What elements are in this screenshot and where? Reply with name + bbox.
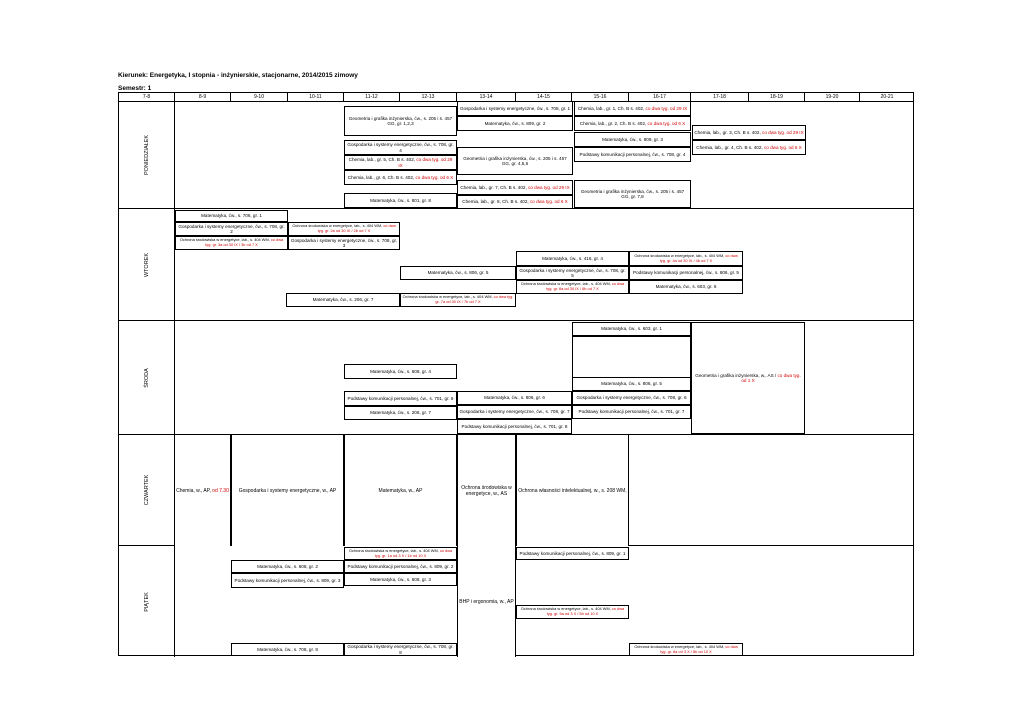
hour-14-15: 14-15 <box>516 93 572 101</box>
event-card[interactable]: Geometria i grafika inżynierska, ćw., s. 205 i s. 457 GG, gr. 7,8 <box>574 180 691 208</box>
event-card[interactable]: Matematyka, ćw., s. 608, gr. 3 <box>344 573 457 586</box>
event-card[interactable]: Chemia, lab., gr. 3, Ch. B s. 402, co dwa tyg. od 29 IX <box>692 125 806 140</box>
event-card[interactable]: Gospodarka i systemy energetyczne, ćw., s. 708, gr. 8 <box>344 643 457 656</box>
event-card[interactable]: Gospodarka i systemy energetyczne, ćw., s. 708, gr. 4 <box>344 140 457 155</box>
event-card[interactable] <box>572 336 691 377</box>
event-card[interactable]: Gospodarka i systemy energetyczne, ćw., s. 708, gr. 5 <box>516 266 629 280</box>
event-card[interactable]: Ochrona środowiska w energetyce, lab., s. 404 WM, co dwa tyg. gr. 7a od 30 IX / 7b od 7 X <box>400 293 516 307</box>
event-card[interactable]: Matematyka, ćw., s. 809, gr. 2 <box>457 116 573 131</box>
event-card[interactable]: Matematyka, ćw., s. 603, gr. 6 <box>629 280 743 294</box>
event-card[interactable]: Ochrona środowiska w energetyce, lab., s. 404 WM, co dwa tyg. gr. 6a od 30 IX / 6b od 7 X <box>516 280 629 294</box>
hour-7-8: 7-8 <box>119 93 175 101</box>
day-label-tuesday: WTOREK <box>119 209 175 320</box>
day-row-thursday <box>119 435 913 546</box>
event-card[interactable]: Ochrona środowiska w energetyce, w., AS <box>457 435 516 546</box>
event-card[interactable]: Chemia, lab., gr. 8, Ch. B s. 402, co dwa tyg. od 6 X <box>457 195 573 209</box>
event-card[interactable]: Chemia, lab., gr. 5, Ch. B s. 402, co dwa tyg. od 29 IX <box>344 155 457 170</box>
event-card[interactable]: Podstawy komunikacji personalnej, ćw., s. 806, gr. 5 <box>629 266 743 280</box>
event-card[interactable]: Ochrona środowiska w energetyce, lab., s. 404 WM, co dwa tyg. gr. 4a od 30 IX / 4b od 7 X <box>629 251 743 266</box>
event-card[interactable]: Geometria i grafika inżynierska, ćw., s. 205 i s. 457 GG, gr. 4,5,6 <box>457 147 573 175</box>
event-card[interactable]: Chemia, lab., gr. 7, Ch. B s. 402, co dwa tyg. od 29 IX <box>457 180 573 195</box>
day-label-thursday: CZWARTEK <box>119 435 175 545</box>
event-card[interactable]: Ochrona środowiska w energetyce, lab., s. 404 WM, co dwa tyg. gr. 1a od 3 X / 1b od 10 X <box>344 547 457 560</box>
event-card[interactable]: Geometria i grafika inżynierska, w., AS / co dwa tyg. od 1 X <box>691 322 805 434</box>
event-card[interactable]: Matematyka, ćw., s. 809, gr. 3 <box>574 132 691 147</box>
event-card[interactable]: Chemia, lab., gr. 2, Ch. B s. 402, co dwa tyg. od 6 X <box>574 116 691 131</box>
day-row-friday <box>119 546 913 657</box>
event-card[interactable]: Podstawy komunikacji personalnej, ćw., s. 809, gr. 2 <box>344 560 457 573</box>
event-card[interactable]: Gospodarka i systemy energetyczne, ćw., s. 708, gr. 2 <box>175 222 288 236</box>
event-card[interactable]: Matematyka, ćw., s. 806, gr. 6 <box>457 391 572 405</box>
hour-17-18: 17-18 <box>691 93 749 101</box>
hour-9-10: 9-10 <box>231 93 288 101</box>
event-card[interactable]: Gospodarka i systemy energetyczne, ćw., s. 708, gr. 7 <box>457 405 572 419</box>
semester-label: Semestr: 1 <box>118 85 152 92</box>
hour-18-19: 18-19 <box>749 93 805 101</box>
event-card[interactable]: Matematyka, ćw., s. 608, gr. 2 <box>231 560 344 573</box>
hour-10-11: 10-11 <box>288 93 344 101</box>
event-card[interactable]: Chemia, w., AP, od 7.30 <box>175 435 231 546</box>
event-card[interactable]: Gospodarka i systemy energetyczne, w., AP <box>231 435 344 546</box>
hour-8-9: 8-9 <box>175 93 231 101</box>
event-card[interactable]: Ochrona środowiska w energetyce, lab., s. 404 WM, co dwa tyg. gr. 8a od 3 X / 8b od 10 X <box>629 643 743 656</box>
hour-20-21: 20-21 <box>880 94 894 100</box>
event-card[interactable]: Chemia, lab., gr. 6, Ch. B s. 402, co dwa tyg. od 6 X <box>344 170 457 185</box>
hour-12-13: 12-13 <box>400 93 457 101</box>
hour-13-14: 13-14 <box>457 93 516 101</box>
page-title: Kierunek: Energetyka, I stopnia - inżynierskie, stacjonarne, 2014/2015 zimowy <box>118 72 358 79</box>
event-card[interactable]: Podstawy komunikacji personalnej, ćw., s. 701, gr. 8 <box>457 419 572 434</box>
timetable <box>118 92 914 656</box>
day-row-tuesday <box>119 209 913 321</box>
day-label-friday: PIĄTEK <box>119 546 175 657</box>
event-card[interactable]: Chemia, lab., gr. 1, Ch. B s. 402, co dwa tyg. od 29 IX <box>574 101 691 116</box>
event-card[interactable]: Matematyka, ćw., s. 206, gr. 7 <box>286 293 400 307</box>
event-card[interactable]: Gospodarka i systemy energetyczne, ćw., s. 708, gr. 6 <box>572 391 691 405</box>
hour-11-12: 11-12 <box>344 93 400 101</box>
event-card[interactable]: Matematyka, ćw., s. 806, gr. 5 <box>572 377 691 391</box>
day-row-wednesday <box>119 321 913 435</box>
event-card[interactable]: Gospodarka i systemy energetyczne, ćw., s. 708, gr. 1 <box>457 101 573 116</box>
event-card[interactable]: Chemia, lab., gr. 4, Ch. B s. 402, co dwa tyg. od 6 X <box>692 140 806 155</box>
hour-16-17: 16-17 <box>629 93 691 101</box>
event-card[interactable]: Podstawy komunikacji personalnej, ćw., s. 809, gr. 1 <box>516 547 629 560</box>
event-card[interactable]: Ochrona środowiska w energetyce, lab., s. 404 WM, co dwa tyg. gr. 5a od 3 X / 5b od 10 X <box>516 605 629 619</box>
event-card[interactable]: Ochrona środowiska w energetyce, lab., s. 404 WM, co dwa tyg. gr. 2a od 30 IX / 2b od 7 X <box>288 222 400 236</box>
hour-19-20: 19-20 <box>805 93 860 101</box>
day-label-wednesday: ŚRODA <box>119 321 175 434</box>
hour-15-16: 15-16 <box>572 93 629 101</box>
event-card[interactable]: Podstawy komunikacji personalnej, ćw., s. 809, gr. 3 <box>231 573 344 588</box>
event-card[interactable]: Matematyka, ćw., s. 706, gr. 1 <box>175 210 288 222</box>
event-card[interactable]: Matematyka, ćw., s. 708, gr. 8 <box>231 643 344 656</box>
event-card[interactable]: Matematyka, ćw., s. 206, gr. 7 <box>344 406 457 420</box>
day-row-monday <box>119 101 913 209</box>
event-card[interactable]: Gospodarka i systemy energetyczne, ćw., s. 708, gr. 3 <box>288 236 400 250</box>
event-card[interactable]: Podstawy komunikacji personalnej, ćw., s. 708, gr. 4 <box>574 147 691 162</box>
event-card[interactable]: Matematyka, ćw., s. 416, gr. 4 <box>516 251 629 266</box>
event-card[interactable]: Podstawy komunikacji personalnej, ćw., s. 701, gr. 6 <box>344 391 457 406</box>
event-card[interactable]: Geometria i grafika inżynierska, ćw., s. 205 i s. 457 GG, gr. 1,2,3 <box>344 106 457 136</box>
event-card[interactable]: Matematyka, ćw., s. 806, gr. 5 <box>400 266 516 280</box>
event-card[interactable]: BHP i ergonomia, w., AP <box>457 546 516 657</box>
event-card[interactable]: Podstawy komunikacji personalnej, ćw., s. 701, gr. 7 <box>572 405 691 419</box>
event-card[interactable]: Matematyka, ćw., s. 608, gr. 4 <box>344 364 457 379</box>
event-card[interactable]: Matematyka, ćw., s. 603, gr. 1 <box>572 322 691 336</box>
event-card[interactable]: Matematyka, ćw., s. 801, gr. 8 <box>344 193 457 208</box>
event-card[interactable]: Ochrona własności intelektualnej, w., s. 208 WM, <box>516 435 629 546</box>
day-label-monday: PONIEDZIAŁEK <box>119 101 175 208</box>
event-card[interactable]: Matematyka, w., AP <box>344 435 457 546</box>
event-card[interactable]: Ochrona środowiska w energetyce, lab., s. 404 WM, co dwa tyg. gr. 3a od 30 IX / 3b od 7 X <box>175 236 288 250</box>
